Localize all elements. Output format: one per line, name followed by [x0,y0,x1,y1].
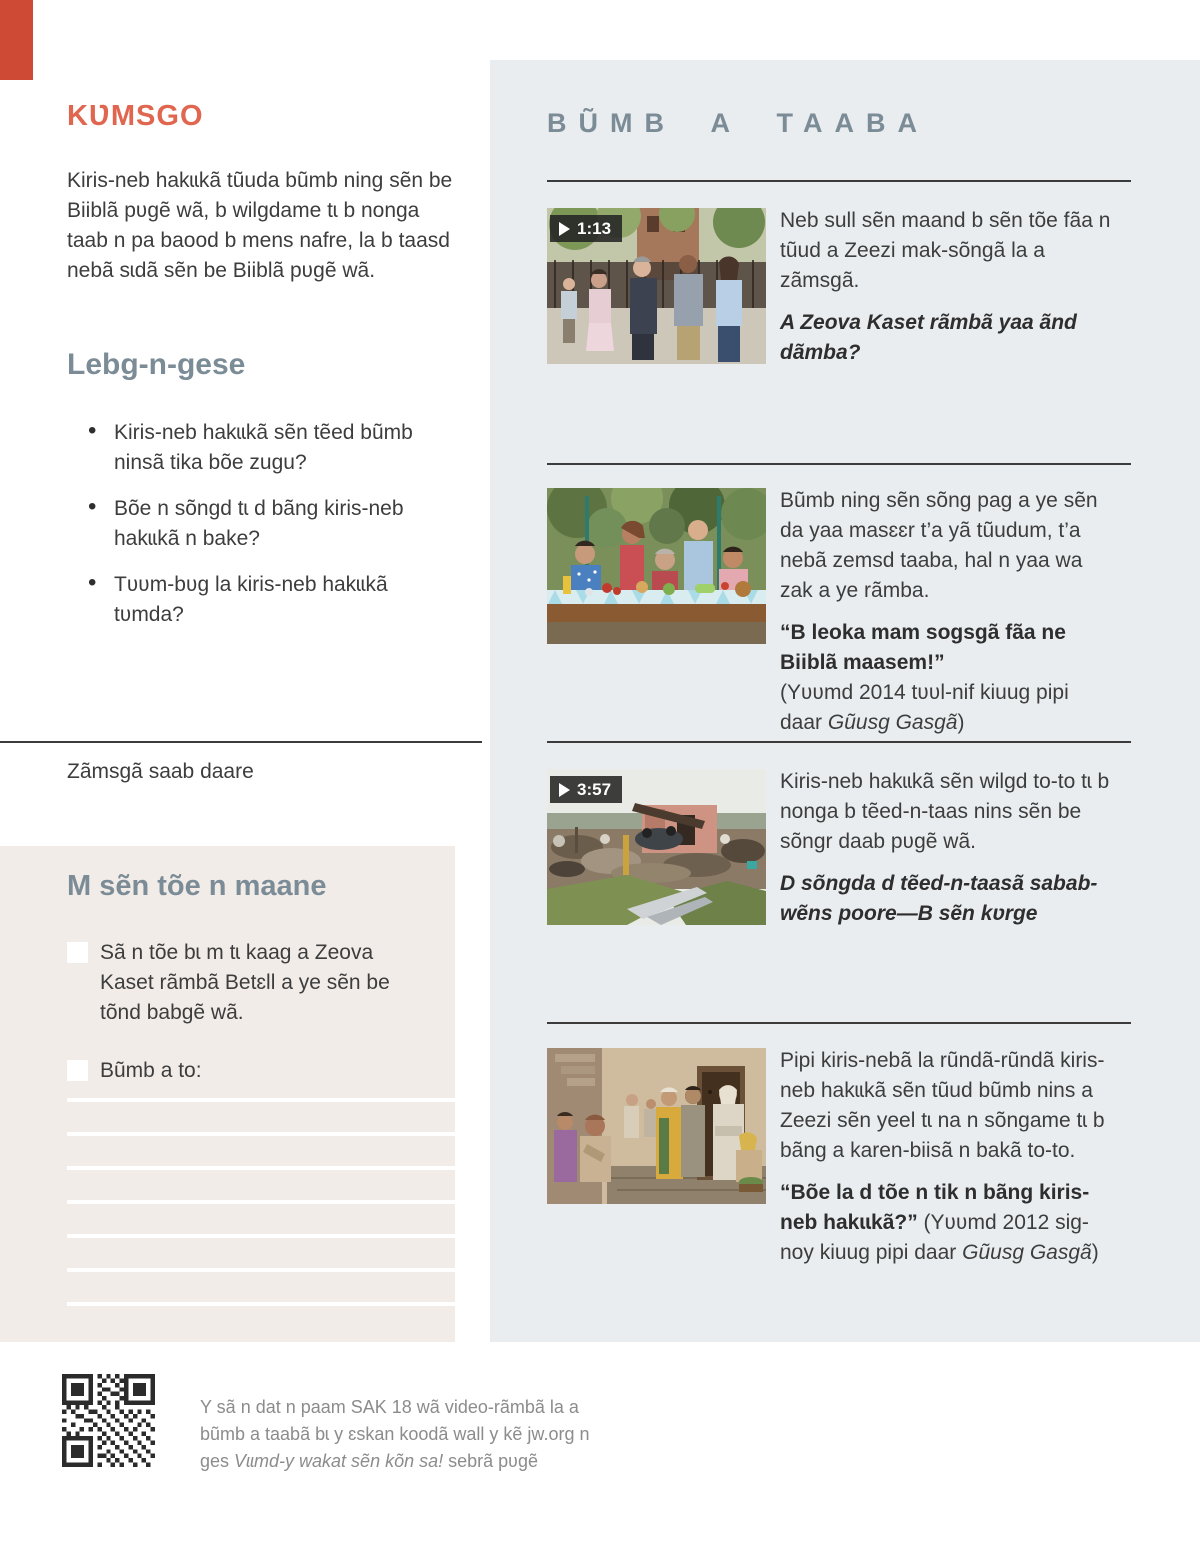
reference-text: ) [1091,1241,1099,1264]
reference-text: (Yʋʋmd 2012 sig-noy kiuug pipi daar [780,1211,1089,1264]
review-questions-list [88,418,460,646]
page-corner-tab [0,0,33,80]
writing-line[interactable] [67,1234,455,1238]
quote-text: “B leoka mam sogsgã fãa ne Biiblã maasem!” [780,621,1066,674]
review-question: • Kiris-neb hakɩɩkã sẽn tẽed bũmb ninsã tika bõe zugu? [88,418,460,478]
action-item [67,1056,420,1086]
writing-line[interactable] [67,1302,455,1306]
reference-text: (Yʋʋmd 2014 tʋʋl-nif kiuug pipi daar [780,681,1069,734]
video-duration: 3:57 [577,779,612,799]
action-box [0,846,455,1342]
video-duration: 1:13 [577,218,612,238]
right-panel [490,60,1200,1342]
video-thumbnail-street-witnessing[interactable] [547,208,766,364]
conclusion-label: Zãmsgã saab daare [67,760,254,783]
item-description: Pipi kiris-nebã la rũndã-rũndã kiris-neb hakɩɩkã sẽn tũud bũmb nins a Zeezi sẽn yeel tɩ na n sõngame tɩ b bãng a karen-biisã n bakã to-to. [780,1049,1105,1162]
footer-note-text: Y sã n dat n paam SAK 18 wã video-rãmbã la a bũmb a taabã bɩ y ɛskan koodã wall y kẽ jw.org n ges [200,1397,590,1471]
action-item [67,938,420,1028]
divider-line [0,741,482,743]
checkbox[interactable] [67,1060,88,1081]
item-video-title: A Zeova Kaset rãmbã yaa ãnd dãmba? [780,311,1077,364]
item-reference [780,618,1113,738]
qr-code [62,1374,155,1467]
item-video-title: D sõngda d tẽed-n-taasã sabab-wẽns poore—B sẽn kʋrge [780,872,1098,925]
intro-paragraph: Kiris-neb hakɩɩkã tũuda bũmb ning sẽn be Biiblã pʋgẽ wã, b wilgdame tɩ b nonga taab n pa baood b mens nafre, la b taasd nebã sɩdã sẽn be Biiblã pʋgẽ wã. [67,169,453,282]
action-box-title: M sẽn tõe n maane [67,870,327,902]
writing-line[interactable] [67,1200,455,1204]
divider-line [547,463,1131,465]
checkbox[interactable] [67,942,88,963]
video-duration-badge [550,776,622,803]
divider-line [547,1022,1131,1024]
bible-times-scene-illustration [547,1048,766,1204]
image-picnic-meal [547,488,766,644]
review-question: • Bõe n sõngd tɩ d bãng kiris-neb hakɩɩkã n bake? [88,494,460,554]
footer-note-text: sebrã pʋgẽ [443,1451,539,1471]
writing-line[interactable] [67,1268,455,1272]
quote-text: “Bõe la d tõe n tik n bãng kiris-neb hakɩɩkã?” [780,1181,1090,1234]
item-reference [780,1178,1113,1268]
divider-line [547,180,1131,182]
writing-lines [67,1098,455,1336]
publication-title: Gũusg Gasgã [827,711,958,734]
section-title-kumsgo: KƲMSGO [67,100,204,132]
video-thumbnail-disaster-relief[interactable] [547,769,766,925]
panel-title: BŨMB A TAABA [547,108,929,138]
picnic-scene-illustration [547,488,766,644]
publication-title: Gũusg Gasgã [962,1241,1092,1264]
writing-line[interactable] [67,1098,455,1102]
action-item-text: Sã n tõe bɩ m tɩ kaag a Zeova Kaset rãmbã Betɛll a ye sẽn be tõnd babgẽ wã. [100,941,390,1024]
section-title-review: Lebg-n-gese [67,348,246,381]
item-description: Kiris-neb hakɩɩkã sẽn wilgd to-to tɩ b nonga b tẽed-n-taas nins sẽn be sõngr daab pʋgẽ wã. [780,770,1110,853]
play-icon [559,222,570,236]
reference-text: ) [957,711,965,734]
play-icon [559,783,570,797]
writing-line[interactable] [67,1166,455,1170]
footer-note [200,1394,604,1475]
publication-title: Vɩɩmd-y wakat sẽn kõn sa! [234,1451,444,1471]
writing-line[interactable] [67,1132,455,1136]
image-first-century-christians [547,1048,766,1204]
action-item-text: Bũmb a to: [100,1059,202,1082]
video-duration-badge [550,215,622,242]
review-question: • Tʋʋm-bʋg la kiris-neb hakɩɩkã tʋmda? [88,570,460,630]
item-description: Bũmb ning sẽn sõng pag a ye sẽn da yaa masɛɛr t’a yã tũudum, t’a nebã zemsd taaba, hal n yaa wa zak a ye rãmba. [780,489,1098,602]
item-description: Neb sull sẽn maand b sẽn tõe fãa n tũud a Zeezi mak-sõngã la a zãmsgã. [780,209,1111,292]
